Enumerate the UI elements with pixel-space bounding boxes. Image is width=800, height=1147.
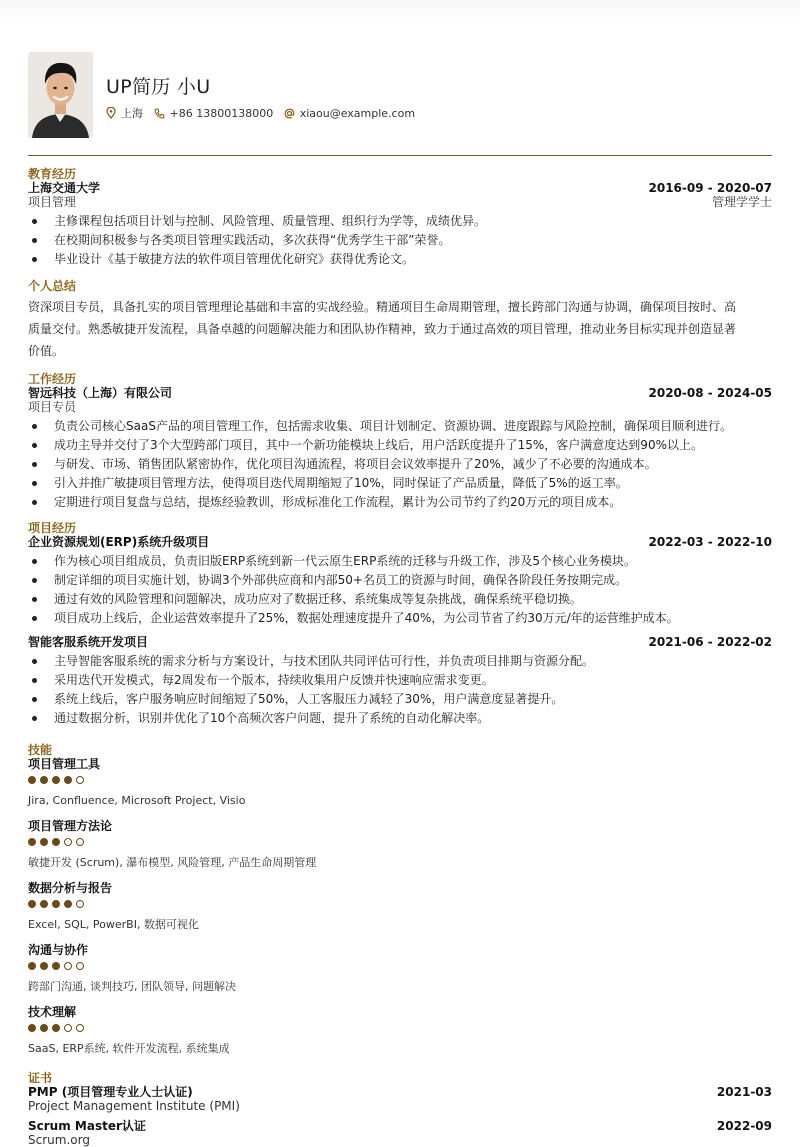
skill-item [28,881,772,932]
skill-dot-filled [40,776,48,784]
skill-dot-empty [76,1024,84,1032]
certificate-name: PMP (项目管理专业人士认证) [28,1085,193,1099]
job-role: 项目专员 [28,400,77,414]
school-name: 上海交通大学 [28,181,101,195]
skill-dot-empty [76,962,84,970]
skill-dot-filled [40,900,48,908]
location-text: 上海 [121,107,143,120]
skill-dot-filled [64,900,72,908]
certificate-date: 2021-03 [716,1085,772,1099]
education-entry-sub [28,195,772,209]
list-item: 定期进行项目复盘与总结，提炼经验教训，形成标准化工作流程，累计为公司节约了约20万元的项目成本。 [28,493,772,512]
education-section [28,167,772,269]
contact-email[interactable] [284,107,415,120]
certificate-entry [28,1119,772,1147]
project-name: 企业资源规划(ERP)系统升级项目 [28,535,210,549]
summary-line: 质量交付。熟悉敏捷开发流程，具备卓越的问题解决能力和团队协作精神，致力于通过高效的项目管理，推动业务目标实现并创造显著 [28,322,737,336]
skill-keywords: 敏捷开发 (Scrum), 瀑布模型, 风险管理, 产品生命周期管理 [28,856,317,869]
skill-item [28,1005,772,1056]
list-item: 引入并推广敏捷项目管理方法，使得项目迭代周期缩短了10%，同时保证了产品质量，降低了5%的返工率。 [28,474,772,493]
project-entry-head [28,535,772,549]
section-title: 个人总结 [28,279,77,293]
list-item: 通过有效的风险管理和问题解决，成功应对了数据迁移、系统集成等复杂挑战，确保系统平稳切换。 [28,590,772,609]
company-name: 智远科技（上海）有限公司 [28,386,173,400]
certificate-issuer: Project Management Institute (PMI) [28,1099,240,1113]
avatar [28,52,93,138]
list-item: 通过数据分析，识别并优化了10个高频次客户问题，提升了系统的自动化解决率。 [28,709,772,728]
project-entry-head [28,635,772,649]
section-title: 项目经历 [28,521,77,535]
list-item: 采用迭代开发模式，每2周发布一个版本，持续收集用户反馈并快速响应需求变更。 [28,671,772,690]
list-item: 主导智能客服系统的需求分析与方案设计，与技术团队共同评估可行性，并负责项目排期与资源分配。 [28,652,772,671]
contact-location [106,105,143,121]
skill-name: 沟通与协作 [28,943,89,957]
project-date: 2022-03 - 2022-10 [648,535,772,549]
list-item: 系统上线后，客户服务响应时间缩短了50%，人工客服压力减轻了30%，用户满意度显著提升。 [28,690,772,709]
skill-item [28,757,772,808]
list-item: 主修课程包括项目计划与控制、风险管理、质量管理、组织行为学等，成绩优异。 [28,212,772,231]
skill-dot-filled [28,1024,36,1032]
skill-dot-filled [52,900,60,908]
projects-section [28,521,772,728]
certificate-head [28,1085,772,1099]
certificate-date: 2022-09 [716,1119,772,1133]
certificate-head [28,1119,772,1133]
summary-section [28,279,772,362]
skill-dot-empty [64,962,72,970]
project-name: 智能客服系统开发项目 [28,635,149,649]
skill-item [28,819,772,870]
skill-dot-empty [76,900,84,908]
certificate-issuer: Scrum.org [28,1133,90,1147]
phone-icon [154,108,165,119]
skill-dot-filled [40,838,48,846]
section-title: 技能 [28,743,53,757]
skill-keywords: Excel, SQL, PowerBI, 数据可视化 [28,918,199,931]
resume-header [28,52,772,142]
work-date: 2020-08 - 2024-05 [648,386,772,400]
skill-item [28,943,772,994]
header-divider [28,155,772,156]
skill-name: 技术理解 [28,1005,77,1019]
phone-text: +86 13800138000 [169,107,274,120]
education-entry-head [28,181,772,195]
list-item: 制定详细的项目实施计划，协调3个外部供应商和内部50+名员工的资源与时间，确保各阶段任务按期完成。 [28,571,772,590]
list-item: 与研发、市场、销售团队紧密协作，优化项目沟通流程，将项目会议效率提升了20%，减少了不必要的沟通成本。 [28,455,772,474]
skill-dot-empty [76,838,84,846]
certificates-section [28,1071,772,1147]
skill-name: 项目管理工具 [28,757,101,771]
skill-dot-filled [28,776,36,784]
skill-dot-filled [64,776,72,784]
skill-level-dots [28,776,772,787]
summary-line: 资深项目专员，具备扎实的项目管理理论基础和丰富的实战经验。精通项目生命周期管理，擅长跨部门沟通与协调，确保项目按时、高 [28,300,737,314]
skill-dot-filled [52,776,60,784]
work-bullets [28,417,772,512]
degree: 管理学学士 [711,195,772,209]
skill-dot-empty [64,838,72,846]
skill-name: 项目管理方法论 [28,819,113,833]
skill-level-dots [28,838,772,849]
list-item: 负责公司核心SaaS产品的项目管理工作，包括需求收集、项目计划制定、资源协调、进度跟踪与风险控制，确保项目顺利进行。 [28,417,772,436]
skill-name: 数据分析与报告 [28,881,113,895]
project-entry [28,635,772,728]
at-sign-icon [284,108,295,119]
contact-info [106,105,422,122]
skill-level-dots [28,900,772,911]
top-band [0,0,800,22]
skill-dot-filled [52,838,60,846]
work-section [28,372,772,512]
section-title: 证书 [28,1071,53,1085]
skill-keywords: Jira, Confluence, Microsoft Project, Visio [28,794,246,807]
skill-dot-filled [52,962,60,970]
skill-dot-filled [40,962,48,970]
skill-level-dots [28,962,772,973]
summary-text [28,296,772,362]
contact-phone [154,107,274,120]
project-entry [28,535,772,628]
skill-dot-filled [28,838,36,846]
list-item: 作为核心项目组成员，负责旧版ERP系统到新一代云原生ERP系统的迁移与升级工作，涉及5个核心业务模块。 [28,552,772,571]
skills-list [28,757,772,1056]
resume-body [28,167,772,1147]
education-bullets [28,212,772,269]
skill-dot-filled [28,900,36,908]
skills-section [28,743,772,1056]
list-item: 在校期间积极参与各类项目管理实践活动，多次获得“优秀学生干部”荣誉。 [28,231,772,250]
avatar-portrait-icon [28,52,93,138]
skill-dot-empty [64,1024,72,1032]
email-text[interactable]: xiaou@example.com [299,107,416,120]
skill-dot-filled [40,1024,48,1032]
skill-level-dots [28,1024,772,1035]
education-date: 2016-09 - 2020-07 [648,181,772,195]
skill-dot-empty [76,776,84,784]
work-entry-head [28,386,772,400]
skill-keywords: 跨部门沟通, 谈判技巧, 团队领导, 问题解决 [28,980,236,993]
list-item: 成功主导并交付了3个大型跨部门项目，其中一个新功能模块上线后，用户活跃度提升了15%，客户满意度达到90%以上。 [28,436,772,455]
list-item: 项目成功上线后，企业运营效率提升了25%，数据处理速度提升了40%，为公司节省了约30万元/年的运营维护成本。 [28,609,772,628]
project-bullets [28,652,772,728]
summary-line: 价值。 [28,344,65,358]
skill-dot-filled [28,962,36,970]
location-pin-icon [106,107,116,119]
major: 项目管理 [28,195,77,209]
certificate-entry [28,1085,772,1113]
candidate-name: UP简历 小U [106,76,211,98]
work-entry-sub [28,400,772,414]
skill-dot-filled [52,1024,60,1032]
certificate-name: Scrum Master认证 [28,1119,146,1133]
project-date: 2021-06 - 2022-02 [648,635,772,649]
section-title: 教育经历 [28,167,77,181]
project-bullets [28,552,772,628]
skill-keywords: SaaS, ERP系统, 软件开发流程, 系统集成 [28,1042,230,1055]
list-item: 毕业设计《基于敏捷方法的软件项目管理优化研究》获得优秀论文。 [28,250,772,269]
section-title: 工作经历 [28,372,77,386]
